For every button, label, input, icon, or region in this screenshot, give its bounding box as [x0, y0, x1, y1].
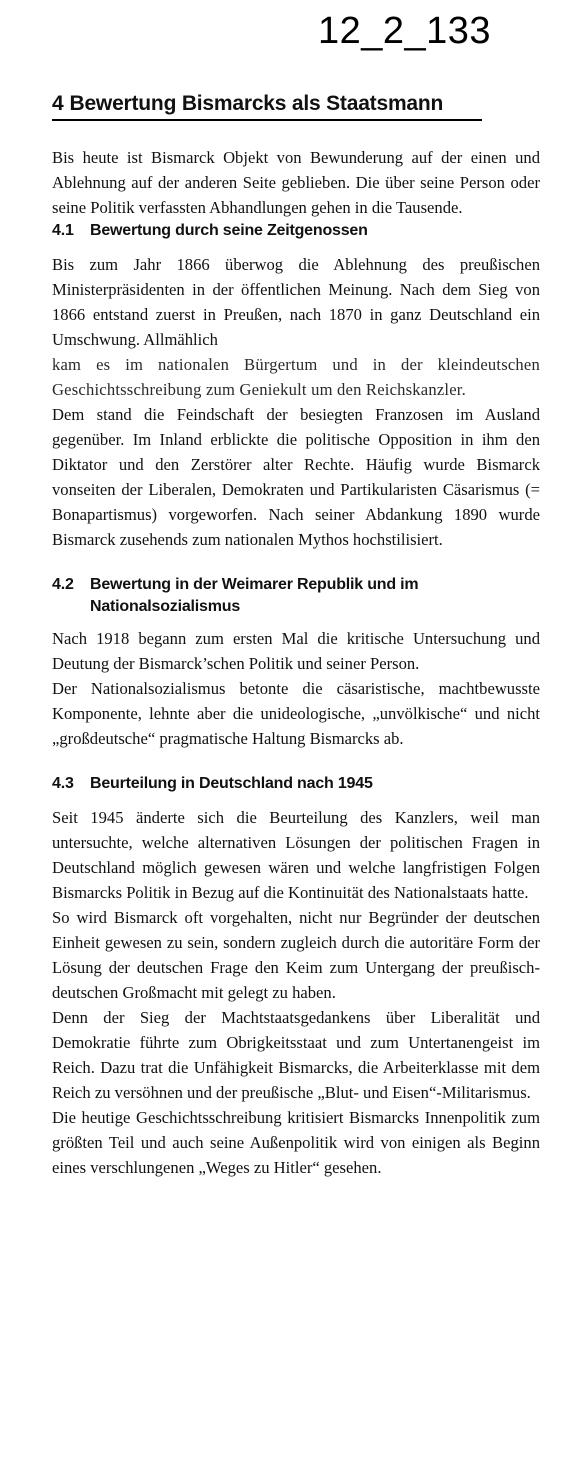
page-content	[52, 92, 540, 1180]
section-title: Beurteilung in Deutschland nach 1945	[90, 775, 373, 792]
paragraph: Denn der Sieg der Machtstaatsgedankens über Liberalität und Demokratie führte zum Obrigkeitsstaat und zum Untertanengeist im Reich. Dazu trat die Unfähigkeit Bismarcks, die Arbeiterklasse mit dem Reich zu versöhnen und der preußische „Blut- und Eisen“-Militarismus.	[52, 1008, 540, 1102]
section-4-1	[52, 220, 540, 552]
section-title: Bewertung in der Weimarer Republik und im Nationalsozialismus	[90, 576, 419, 615]
section-heading	[52, 574, 540, 618]
section-4-3	[52, 773, 540, 1180]
paragraph: Die heutige Geschichtsschreibung kritisiert Bismarcks Innenpolitik zum größten Teil und auch seine Außenpolitik wird von einigen als Beginn eines verschlungenen „Weges zu Hitler“ gesehen.	[52, 1108, 540, 1177]
paragraph-degraded-scan: kam es im nationalen Bürgertum und in der kleindeutschen Geschichtsschreibung zum Geniekult um den Reichskanzler.	[52, 355, 540, 399]
paragraph: Dem stand die Feindschaft der besiegten Franzosen im Ausland gegenüber. Im Inland erblickte die politische Opposition in ihm den Diktator und den Zerstörer alter Rechte. Häufig wurde Bismarck vonseiten der Liberalen, Demokraten und Partikularisten Cäsarismus (= Bonapartismus) vorgeworfen. Nach seiner Abdankung 1890 wurde Bismarck zusehends zum nationalen Mythos hochstilisiert.	[52, 405, 540, 549]
section-number: 4.3	[52, 775, 74, 792]
paragraph: Seit 1945 änderte sich die Beurteilung des Kanzlers, weil man untersuchte, welche alternativen Lösungen der politischen Fragen in Deutschland möglich gewesen wären und welche langfristigen Folgen Bismarcks Politik in Bezug auf die Kontinuität des Nationalstaats hatte.	[52, 808, 540, 902]
section-4-2	[52, 574, 540, 751]
section-number: 4.1	[52, 222, 74, 239]
chapter-heading	[52, 92, 482, 121]
chapter-number: 4	[52, 92, 64, 115]
paragraph: Bis zum Jahr 1866 überwog die Ablehnung des preußischen Ministerpräsidenten in der öffentlichen Meinung. Nach dem Sieg von 1866 entstand zuerst in Preußen, nach 1870 in ganz Deutschland ein Umschwung. Allmählich	[52, 255, 540, 349]
paragraph: Nach 1918 begann zum ersten Mal die kritische Untersuchung und Deutung der Bismarck’schen Politik und seiner Person.	[52, 629, 540, 673]
paragraph: So wird Bismarck oft vorgehalten, nicht nur Begründer der deutschen Einheit gewesen zu sein, sondern zugleich durch die autoritäre Form der Lösung der deutschen Frage den Keim zum Untergang der preußisch-deutschen Großmacht mit gelegt zu haben.	[52, 908, 540, 1002]
section-heading	[52, 220, 540, 242]
section-title: Bewertung durch seine Zeitgenossen	[90, 222, 368, 239]
section-number: 4.2	[52, 576, 74, 593]
document-id-label: 12_2_133	[318, 10, 492, 52]
chapter-intro-paragraph: Bis heute ist Bismarck Objekt von Bewunderung auf der einen und Ablehnung auf der anderen Seite geblieben. Die über seine Person oder seine Politik verfassten Abhandlungen gehen in die Tausende.	[52, 148, 540, 217]
chapter-title: Bewertung Bismarcks als Staatsmann	[69, 92, 444, 115]
paragraph: Der Nationalsozialismus betonte die cäsaristische, machtbewusste Komponente, lehnte aber die unideologische, „unvölkische“ und nicht „großdeutsche“ pragmatische Haltung Bismarcks ab.	[52, 679, 540, 748]
section-heading	[52, 773, 540, 795]
